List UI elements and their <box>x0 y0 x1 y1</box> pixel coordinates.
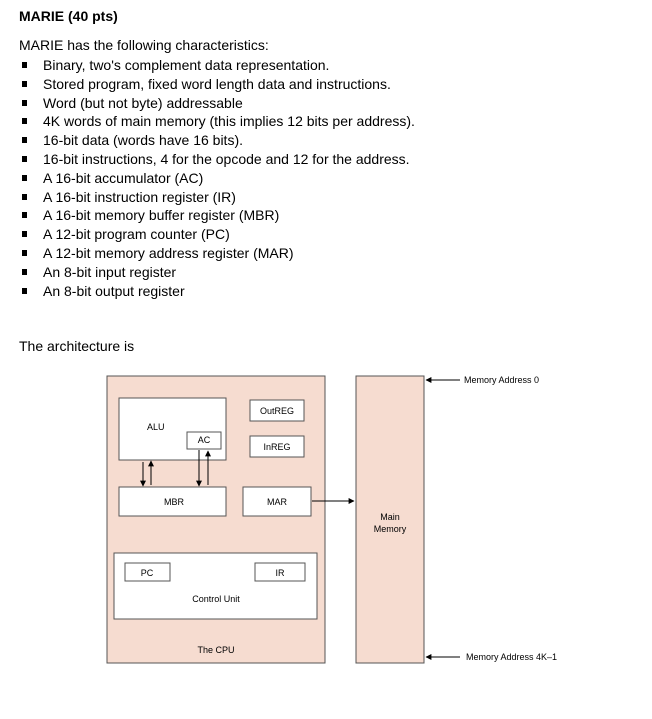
intro-text: MARIE has the following characteristics: <box>19 37 269 53</box>
memory-address-last-label: Memory Address 4K–1 <box>466 652 558 662</box>
inreg-label: InREG <box>263 442 291 452</box>
list-item: A 12-bit memory address register (MAR) <box>22 244 415 263</box>
list-item: A 12-bit program counter (PC) <box>22 225 415 244</box>
list-item: A 16-bit instruction register (IR) <box>22 188 415 207</box>
ir-label: IR <box>275 568 285 578</box>
list-item: 16-bit data (words have 16 bits). <box>22 131 415 150</box>
list-item: An 8-bit output register <box>22 282 415 301</box>
page-title: MARIE (40 pts) <box>19 8 118 24</box>
cpu-label: The CPU <box>197 645 235 655</box>
outreg-label: OutREG <box>259 406 295 416</box>
alu-box <box>119 398 226 460</box>
list-item: An 8-bit input register <box>22 263 415 282</box>
main-memory-label-line2: Memory <box>373 524 407 534</box>
list-item: Binary, two's complement data representation. <box>22 56 415 75</box>
alu-label: ALU <box>147 422 165 432</box>
list-item: A 16-bit accumulator (AC) <box>22 169 415 188</box>
architecture-intro: The architecture is <box>19 338 135 354</box>
mar-label: MAR <box>267 497 287 507</box>
list-item: A 16-bit memory buffer register (MBR) <box>22 206 415 225</box>
ac-label: AC <box>197 435 211 445</box>
list-item: 4K words of main memory (this implies 12 bits per address). <box>22 112 415 131</box>
memory-address-first-label: Memory Address 0 <box>464 375 540 385</box>
list-item: Stored program, fixed word length data and instructions. <box>22 75 415 94</box>
list-item: 16-bit instructions, 4 for the opcode and 12 for the address. <box>22 150 415 169</box>
main-memory-label-line1: Main <box>380 512 400 522</box>
mbr-label: MBR <box>164 497 184 507</box>
list-item: Word (but not byte) addressable <box>22 94 415 113</box>
pc-label: PC <box>140 568 154 578</box>
control-unit-label: Control Unit <box>192 594 240 604</box>
